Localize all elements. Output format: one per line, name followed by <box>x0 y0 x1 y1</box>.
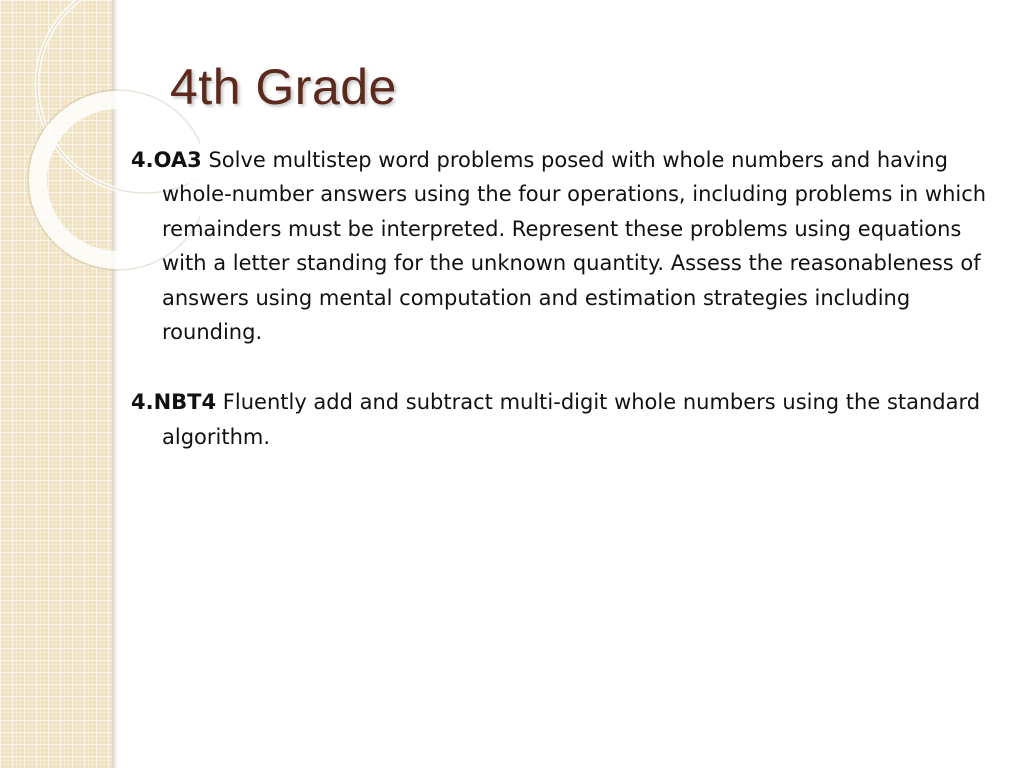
standard-item-4-oa3 <box>131 143 1011 349</box>
standard-code: 4.NBT4 <box>131 390 217 415</box>
standard-item-4-nbt4 <box>131 385 1011 454</box>
standard-code: 4.OA3 <box>131 148 202 172</box>
standards-list <box>131 143 1011 454</box>
standard-text: Solve multistep word problems posed with whole numbers and having whole-number answers using the four operations, including problems in which remainders must be interpreted. Represent these problems using equations with a letter standing for the unknown quantity. Assess the reasonableness of answers using mental computation and estimation strategies including rounding. <box>162 148 987 345</box>
standard-text: Fluently add and subtract multi-digit whole numbers using the standard algorithm. <box>162 390 981 449</box>
slide-title: 4th Grade <box>170 59 397 115</box>
